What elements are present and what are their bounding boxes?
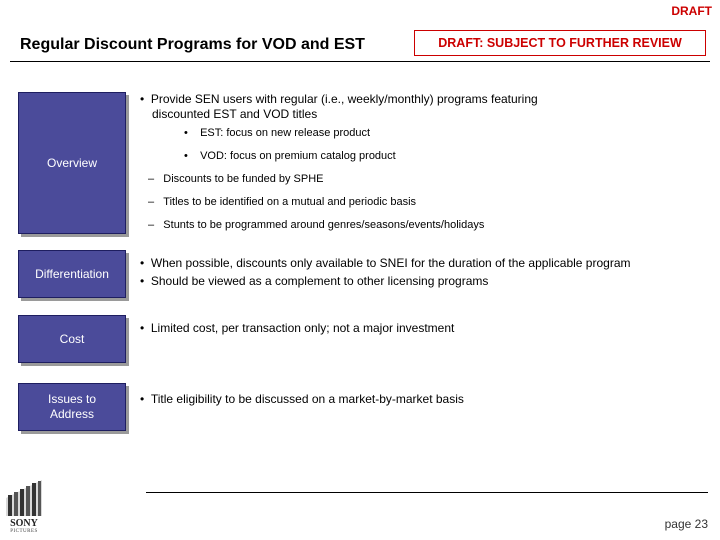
footer-divider: [146, 492, 708, 493]
differentiation-label-box: [18, 250, 126, 298]
review-notice-box: [414, 30, 706, 56]
issues-bullet-text: Title eligibility to be discussed on a market-by-market basis: [150, 392, 464, 406]
logo-subtext: PICTURES: [10, 529, 38, 534]
issues-label: [48, 392, 96, 422]
overview-dash-text: Discounts to be funded by SPHE: [163, 173, 324, 185]
overview-bullet: • Provide SEN users with regular (i.e., weekly/monthly) programs featuring: [140, 92, 538, 106]
cost-label: Cost: [59, 331, 85, 346]
logo-text: SONY: [10, 518, 38, 529]
page-title: Regular Discount Programs for VOD and EST: [20, 36, 365, 53]
title-divider: [10, 61, 710, 62]
differentiation-bullet: • When possible, discounts only available to SNEI for the duration of the applicable program: [140, 256, 631, 270]
issues-bullet: • Title eligibility to be discussed on a market-by-market basis: [140, 392, 464, 406]
page-number: page 23: [664, 517, 708, 531]
overview-sub-bullet: • VOD: focus on premium catalog product: [184, 150, 396, 162]
overview-sub-bullet-text: EST: focus on new release product: [200, 127, 371, 139]
issues-label-line2: Address: [49, 407, 95, 421]
overview-dash-item: – Discounts to be funded by SPHE: [148, 173, 324, 185]
review-notice-text: DRAFT: SUBJECT TO FURTHER REVIEW: [438, 36, 682, 50]
overview-dash-item: – Titles to be identified on a mutual and periodic basis: [148, 196, 417, 208]
overview-label: Overview: [46, 155, 97, 170]
cost-bullet-text: Limited cost, per transaction only; not a major investment: [150, 321, 455, 335]
overview-label-box: [18, 92, 126, 234]
overview-sub-bullet: • EST: focus on new release product: [184, 127, 371, 139]
overview-dash-text: Stunts to be programmed around genres/seasons/events/holidays: [163, 219, 485, 231]
overview-dash-item: – Stunts to be programmed around genres/seasons/events/holidays: [148, 219, 485, 231]
differentiation-bullet-text: When possible, discounts only available to SNEI for the duration of the applicable program: [150, 256, 631, 270]
overview-bullet-line2: discounted EST and VOD titles: [152, 107, 318, 121]
issues-label-line1: Issues to: [47, 392, 97, 406]
overview-sub-bullet-text: VOD: focus on premium catalog product: [200, 150, 396, 162]
cost-bullet: • Limited cost, per transaction only; not a major investment: [140, 321, 455, 335]
overview-bullet-line1: Provide SEN users with regular (i.e., weekly/monthly) programs featuring: [150, 92, 538, 106]
cost-label-box: [18, 315, 126, 363]
issues-label-box: [18, 383, 126, 431]
differentiation-bullet: • Should be viewed as a complement to other licensing programs: [140, 274, 489, 288]
overview-dash-text: Titles to be identified on a mutual and periodic basis: [163, 196, 417, 208]
draft-label: DRAFT: [671, 4, 712, 18]
differentiation-bullet-text: Should be viewed as a complement to other licensing programs: [150, 274, 489, 288]
differentiation-label: Differentiation: [35, 266, 109, 281]
